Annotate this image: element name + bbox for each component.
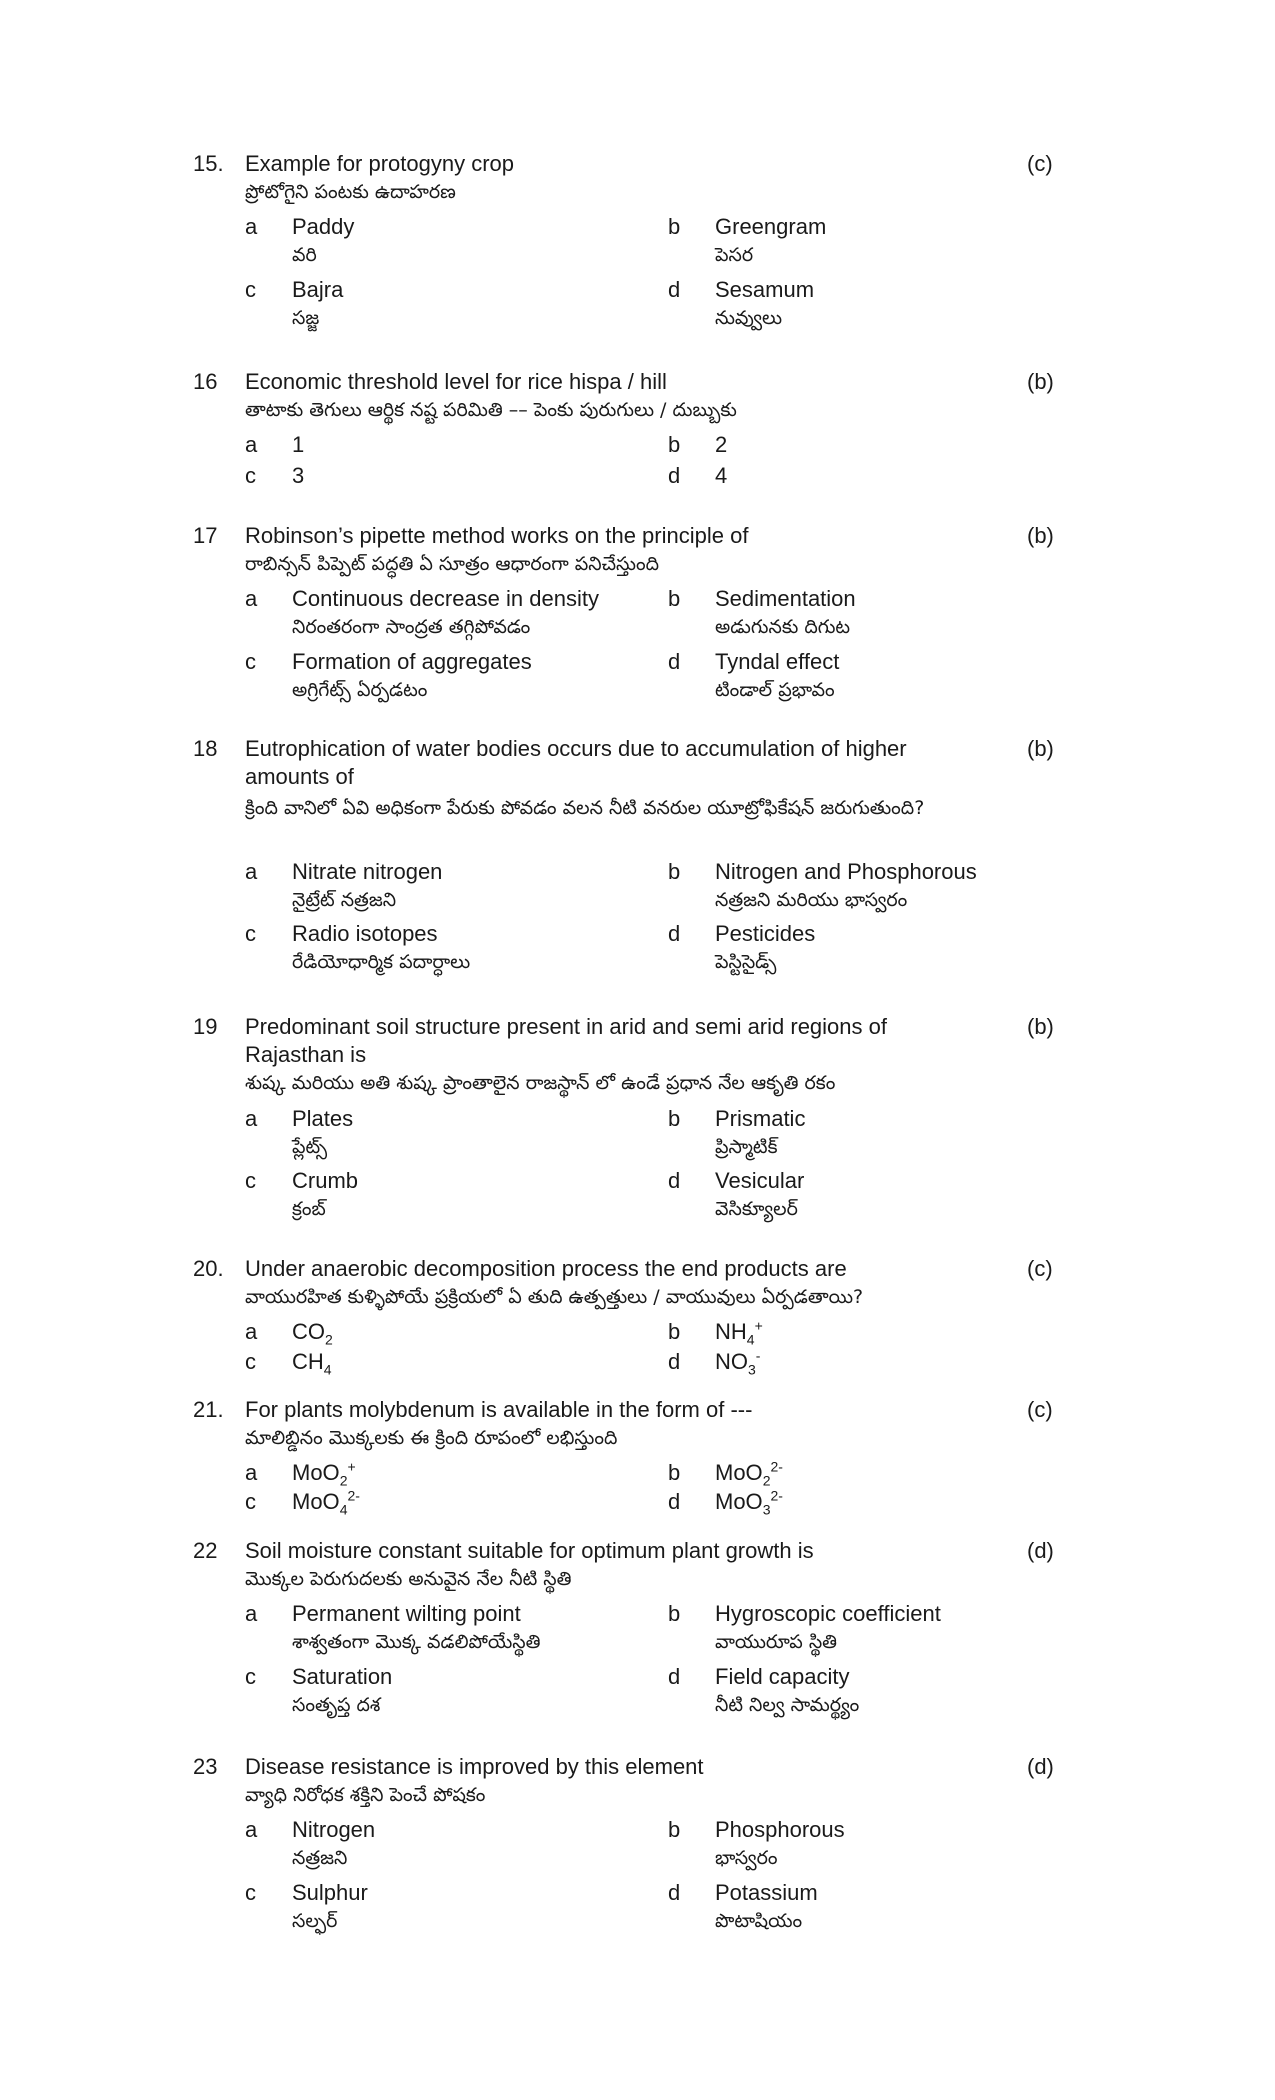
answer-key: (c): [1027, 1397, 1053, 1422]
question-stem: Predominant soil structure present in arid and semi arid regions of Rajasthan is శుష్క మరియు అతి శుష్క ప్రాంతాలైన రాజస్థాన్ లో ఉండే ప్రధాన నేల ఆకృతి రకం: [245, 1014, 887, 1094]
question-stem: Soil moisture constant suitable for optimum plant growth is మొక్కల పెరుగుదలకు అనువైన నేల నీటి స్థితి: [245, 1538, 814, 1590]
question-stem: Eutrophication of water bodies occurs due to accumulation of higher amounts of క్రింది వానిలో ఏవి అధికంగా పేరుకు పోవడం వలన నీటి వనరుల యూట్రోఫికేషన్ జరుగుతుంది?: [245, 736, 925, 819]
question-number: 16: [193, 369, 218, 394]
question-stem: Economic threshold level for rice hispa / hill తాటాకు తెగులు ఆర్థిక నష్ట పరిమితి –– పెంకు పురుగులు / దుబ్బుకు: [245, 369, 737, 421]
answer-key: (d): [1027, 1754, 1054, 1779]
question-number: 15.: [193, 151, 224, 176]
question-stem: Example for protogyny crop ప్రోటోగైని పంటకు ఉదాహరణ: [245, 151, 515, 203]
answer-key: (b): [1027, 523, 1054, 548]
question-number: 21.: [193, 1397, 224, 1422]
answer-key: (d): [1027, 1538, 1054, 1563]
question-number: 22: [193, 1538, 218, 1563]
answer-key: (b): [1027, 736, 1054, 761]
question-number: 19: [193, 1014, 218, 1039]
question-stem: Robinson’s pipette method works on the principle of రాబిన్సన్ పిప్పెట్ పద్ధతి ఏ సూత్రం ఆధారంగా పనిచేస్తుంది: [245, 523, 749, 575]
question-number: 23: [193, 1754, 218, 1779]
question-stem: Under anaerobic decomposition process the end products are వాయురహిత కుళ్ళిపోయే ప్రక్రియలో ఏ తుది ఉత్పత్తులు / వాయువులు ఏర్పడతాయి?: [245, 1256, 864, 1308]
question-number: 18: [193, 736, 218, 761]
answer-key: (c): [1027, 1256, 1053, 1281]
answer-key: (b): [1027, 1014, 1054, 1039]
answer-key: (c): [1027, 151, 1053, 176]
question-stem: Disease resistance is improved by this element వ్యాధి నిరోధక శక్తిని పెంచే పోషకం: [245, 1754, 704, 1806]
question-number: 20.: [193, 1256, 224, 1281]
question-page: 15. Example for protogyny crop ప్రోటోగైని పంటకు ఉదాహరణ (c) a Paddy వరి b Greengram పెసర c Bajra సజ్జ d Sesamum నువ్వులు 16 Economic threshold level for rice hispa / hill తాటాకు తెగులు ఆర్థిక నష్ట పరిమితి –– పెంకు పురుగులు / దుబ్బుకు (b) a 1 b 2 c 3 d 4 17 Robinson’s pipette method works on the principle of రాబిన్సన్ పిప్పెట్ పద్ధతి ఏ సూత్రం ఆధారంగా పనిచేస్తుంది (b) a Continuous decrease in density నిరంతరంగా సాంద్రత తగ్గిపోవడం b Sedimentation అడుగునకు దిగుట c Formation of aggregates అగ్రిగేట్స్ ఏర్పడటం d Tyndal effect టిండాల్ ప్రభావం 18 Eutrophication of water bodies occurs due to accumulation of higher amounts of క్రింది వానిలో ఏవి అధికంగా పేరుకు పోవడం వలన నీటి వనరుల యూట్రోఫికేషన్ జరుగుతుంది? (b) a Nitrate nitrogen నైట్రేట్ నత్రజని b Nitrogen and Phosphorous నత్రజని మరియు భాస్వరం c Radio isotopes రేడియోధార్మిక పదార్ధాలు d Pesticides పెస్టిసైడ్స్ 19 Predominant soil structure present in arid and semi arid regions of Rajasthan is శుష్క మరియు అతి శుష్క ప్రాంతాలైన రాజస్థాన్ లో ఉండే ప్రధాన నేల ఆకృతి రకం (b) a Plates ప్లేట్స్ b Prismatic ప్రిస్మాటిక్ c Crumb క్రంబ్ d Vesicular వెసిక్యూలర్ 20. Under anaerobic decomposition process the end products are వాయురహిత కుళ్ళిపోయే ప్రక్రియలో ఏ తుది ఉత్పత్తులు / వాయువులు ఏర్పడతాయి? (c) a $CO_2$ b $NH_4^+$ c $CH_4$ d $NO_3^-$ 21. For plants molybdenum is available in the form of --- మాలిబ్డినం మొక్కలకు ఈ క్రింది రూపంలో లభిస్తుంది (c) a MoO$_2$+ b MoO$_2^{2-}$ c MoO$_4^{2-}$ d MoO$_3^{2-}$ 22 Soil moisture constant suitable for optimum plant growth is మొక్కల పెరుగుదలకు అనువైన నేల నీటి స్థితి (d) a Permanent wilting point శాశ్వతంగా మొక్క వడలిపోయేస్థితి b Hygroscopic coefficient వాయురూప స్థితి c Saturation సంతృప్త దశ d Field capacity నీటి నిల్వ సామర్థ్యం 23 Disease resistance is improved by this element వ్యాధి నిరోధక శక్తిని పెంచే పోషకం (d) a Nitrogen నత్రజని b Phosphorous భాస్వరం c Sulphur సల్ఫర్ d Potassium పొటాషియం: [193, 151, 1054, 1932]
question-stem: For plants molybdenum is available in the form of --- మాలిబ్డినం మొక్కలకు ఈ క్రింది రూపంలో లభిస్తుంది: [245, 1397, 753, 1449]
answer-key: (b): [1027, 369, 1054, 394]
question-number: 17: [193, 523, 218, 548]
